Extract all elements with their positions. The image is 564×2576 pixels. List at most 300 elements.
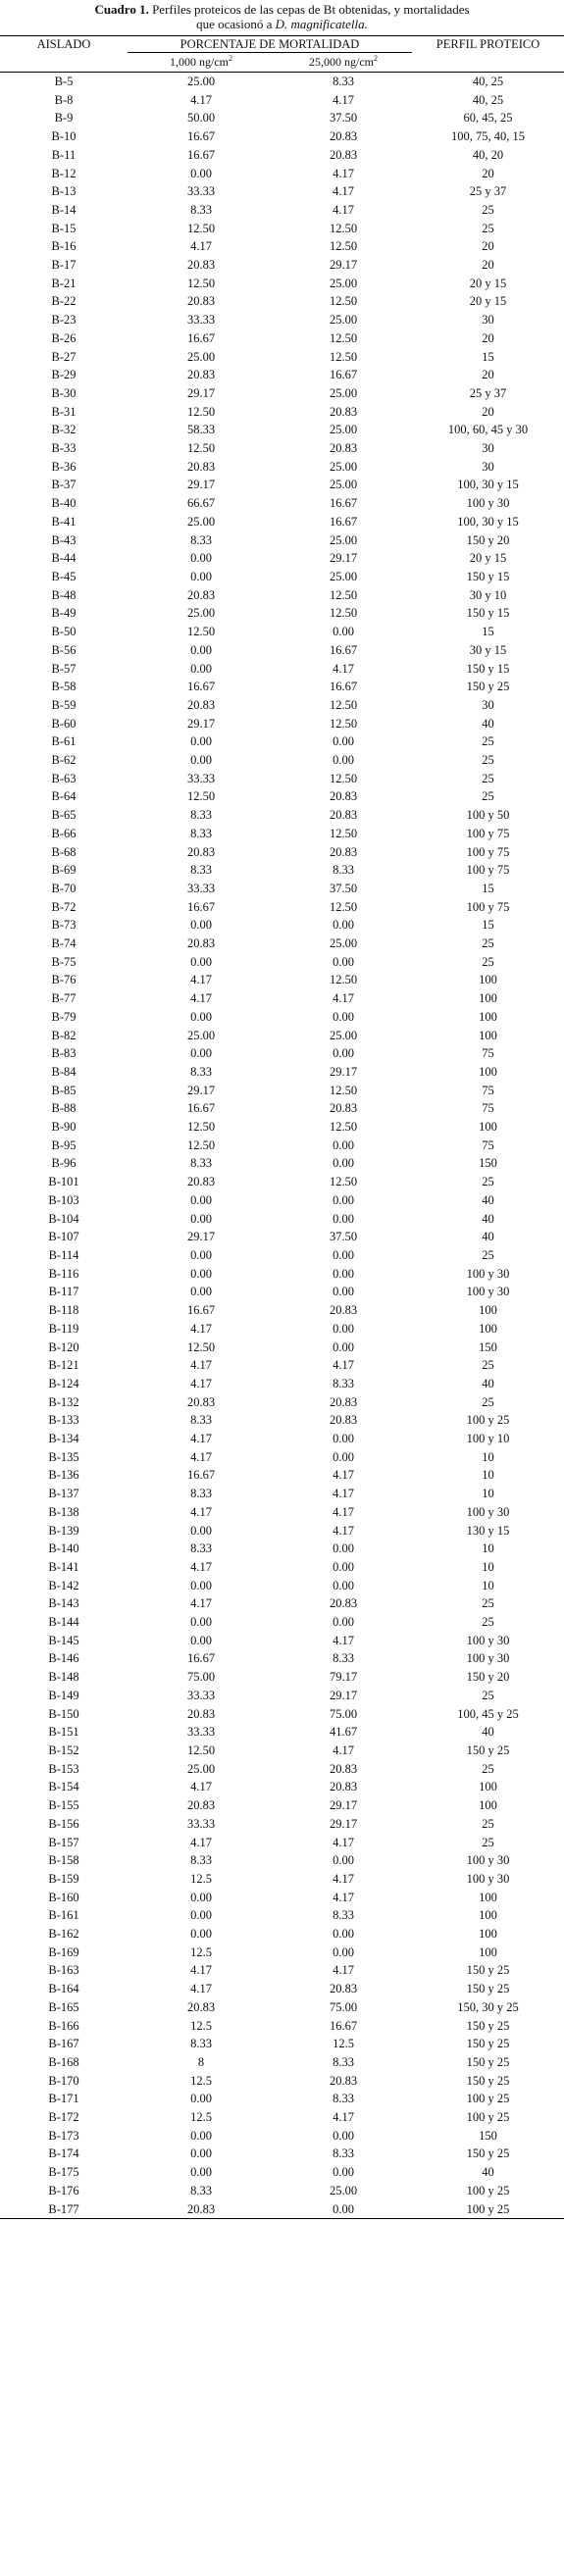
table-row: [0, 201, 564, 220]
cell-aislado: B-65: [51, 808, 77, 823]
table-row: [0, 421, 564, 439]
cell-perfil-proteico: 25: [482, 1394, 494, 1409]
cell-aislado: B-14: [51, 202, 77, 217]
cell-mortality-25000: 16.67: [329, 496, 358, 511]
cell-aislado: B-167: [48, 2037, 79, 2051]
cell-perfil-proteico: 100: [479, 973, 497, 987]
cell-mortality-1000: 20.83: [186, 368, 216, 382]
cell-mortality-1000: 0.00: [190, 1908, 212, 1923]
cell-mortality-1000: 8.33: [190, 1156, 212, 1171]
cell-perfil-proteico: 100 y 30: [466, 1871, 510, 1886]
cell-aislado: B-171: [48, 2092, 79, 2106]
cell-mortality-1000: 20.83: [186, 587, 216, 602]
cell-perfil-proteico: 30 y 15: [469, 642, 507, 657]
header-porcentaje-mortalidad: PORCENTAJE DE MORTALIDAD: [128, 36, 412, 53]
cell-mortality-25000: 20.83: [329, 1761, 358, 1776]
cell-mortality-25000: 0.00: [333, 1137, 354, 1152]
cell-mortality-25000: 12.50: [329, 294, 358, 309]
cell-mortality-25000: 20.83: [329, 404, 358, 419]
cell-perfil-proteico: 25: [482, 734, 494, 749]
table-row: [0, 787, 564, 806]
cell-aislado: B-142: [48, 1578, 79, 1592]
table-row: [0, 292, 564, 311]
cell-perfil-proteico: 15: [482, 349, 494, 364]
cell-mortality-1000: 0.00: [190, 1890, 212, 1904]
cell-perfil-proteico: 100: [479, 991, 497, 1006]
cell-mortality-25000: 25.00: [329, 423, 358, 437]
cell-mortality-25000: 4.17: [333, 661, 354, 676]
table-row: [0, 531, 564, 550]
cell-aislado: B-32: [51, 423, 77, 437]
cell-mortality-1000: 4.17: [190, 92, 212, 107]
cell-mortality-1000: 12.50: [186, 789, 216, 804]
cell-perfil-proteico: 100: [479, 1064, 497, 1079]
cell-mortality-1000: 0.00: [190, 1266, 212, 1281]
cell-mortality-25000: 0.00: [333, 734, 354, 749]
cell-aislado: B-163: [48, 1963, 79, 1978]
table-row: [0, 1558, 564, 1577]
table-row: [0, 275, 564, 293]
cell-perfil-proteico: 20: [482, 330, 494, 345]
cell-aislado: B-161: [48, 1908, 79, 1923]
cell-perfil-proteico: 25: [482, 1358, 494, 1373]
cell-perfil-proteico: 100 y 75: [466, 863, 510, 878]
cell-mortality-25000: 4.17: [333, 1468, 354, 1483]
cell-mortality-25000: 4.17: [333, 1835, 354, 1849]
cell-perfil-proteico: 150 y 15: [466, 661, 510, 676]
cell-mortality-1000: 20.83: [186, 1706, 216, 1721]
cell-perfil-proteico: 25: [482, 221, 494, 235]
cell-mortality-1000: 8.33: [190, 2037, 212, 2051]
table-row: [0, 1540, 564, 1558]
cell-mortality-1000: 4.17: [190, 1321, 212, 1336]
cell-aislado: B-159: [48, 1871, 79, 1886]
cell-mortality-25000: 8.33: [333, 2092, 354, 2106]
cell-mortality-1000: 16.67: [186, 1468, 216, 1483]
cell-mortality-25000: 0.00: [333, 1927, 354, 1942]
cell-aislado: B-153: [48, 1761, 79, 1776]
table-row: [0, 1063, 564, 1082]
cell-mortality-1000: 12.50: [186, 221, 216, 235]
table-row: [0, 1577, 564, 1595]
cell-mortality-1000: 8.33: [190, 863, 212, 878]
cell-mortality-25000: 16.67: [329, 680, 358, 694]
cell-aislado: B-95: [51, 1137, 77, 1152]
table-row: [0, 1723, 564, 1742]
table-row: [0, 586, 564, 605]
cell-mortality-25000: 29.17: [329, 551, 358, 566]
cell-perfil-proteico: 100 y 10: [466, 1432, 510, 1446]
table-row: [0, 1265, 564, 1284]
cell-mortality-25000: 20.83: [329, 129, 358, 144]
cell-perfil-proteico: 40: [482, 1192, 494, 1207]
cell-perfil-proteico: 25 y 37: [469, 385, 507, 400]
cell-mortality-1000: 8.33: [190, 532, 212, 547]
cell-aislado: B-90: [51, 1120, 77, 1135]
cell-mortality-25000: 20.83: [329, 1596, 358, 1611]
table-row: [0, 1961, 564, 1980]
table-row: [0, 2163, 564, 2182]
table-row: [0, 898, 564, 917]
cell-mortality-25000: 12.50: [329, 221, 358, 235]
table-row: [0, 182, 564, 201]
table-row: [0, 1998, 564, 2017]
cell-mortality-1000: 12.50: [186, 1137, 216, 1152]
cell-perfil-proteico: 100 y 25: [466, 2092, 510, 2106]
cell-mortality-25000: 12.50: [329, 973, 358, 987]
cell-mortality-25000: 79.17: [329, 1670, 358, 1685]
cell-perfil-proteico: 30 y 10: [469, 587, 507, 602]
cell-mortality-1000: 16.67: [186, 147, 216, 162]
cell-mortality-1000: 0.00: [190, 753, 212, 768]
table-row: [0, 1301, 564, 1320]
cell-perfil-proteico: 100 y 30: [466, 1853, 510, 1868]
table-row: [0, 1228, 564, 1246]
cell-aislado: B-30: [51, 385, 77, 400]
cell-mortality-25000: 12.50: [329, 899, 358, 914]
cell-mortality-1000: 29.17: [186, 1230, 216, 1244]
table-row: [0, 348, 564, 367]
cell-mortality-1000: 0.00: [190, 1615, 212, 1630]
cell-perfil-proteico: 100: [479, 1798, 497, 1813]
cell-mortality-1000: 12.5: [190, 2073, 212, 2088]
cell-mortality-25000: 0.00: [333, 1248, 354, 1262]
cell-perfil-proteico: 75: [482, 1083, 494, 1097]
table-row: [0, 1851, 564, 1870]
cell-aislado: B-41: [51, 514, 77, 529]
cell-mortality-25000: 20.83: [329, 1982, 358, 1996]
cell-perfil-proteico: 100 y 30: [466, 1633, 510, 1647]
table-row: [0, 568, 564, 586]
table-row: [0, 476, 564, 494]
cell-mortality-25000: 4.17: [333, 1487, 354, 1501]
table-row: [0, 458, 564, 477]
cell-aislado: B-174: [48, 2147, 79, 2161]
cell-aislado: B-140: [48, 1541, 79, 1556]
cell-perfil-proteico: 100: [479, 1303, 497, 1318]
cell-mortality-1000: 20.83: [128, 2200, 275, 2219]
cell-mortality-1000: 8.33: [190, 1487, 212, 1501]
cell-perfil-proteico: 150: [479, 1156, 497, 1171]
cell-mortality-25000: 4.17: [333, 1871, 354, 1886]
cell-aislado: B-176: [48, 2183, 79, 2197]
cell-mortality-1000: 0.00: [190, 2147, 212, 2161]
cell-mortality-1000: 33.33: [186, 1816, 216, 1831]
cell-aislado: B-117: [48, 1285, 79, 1299]
cell-aislado: B-119: [48, 1321, 79, 1336]
dose-1000-label: 1,000 ng/cm: [170, 55, 229, 69]
cell-mortality-1000: 33.33: [186, 1688, 216, 1702]
cell-aislado: B-137: [48, 1487, 79, 1501]
cell-mortality-25000: 0.00: [333, 1211, 354, 1226]
cell-mortality-25000: 12.50: [329, 1175, 358, 1189]
cell-perfil-proteico: 40, 20: [472, 147, 504, 162]
cell-aislado: B-158: [48, 1853, 79, 1868]
cell-mortality-25000: 0.00: [333, 1339, 354, 1354]
cell-mortality-25000: 4.17: [333, 166, 354, 180]
cell-mortality-1000: 12.50: [186, 625, 216, 639]
table-row: [0, 953, 564, 972]
cell-mortality-1000: 0.00: [190, 642, 212, 657]
cell-mortality-1000: 8.33: [190, 1541, 212, 1556]
cell-mortality-25000: 25.00: [329, 478, 358, 492]
cell-perfil-proteico: 100 y 25: [466, 2110, 510, 2125]
cell-perfil-proteico: 25 y 37: [469, 184, 507, 199]
cell-perfil-proteico: 100, 45 y 25: [457, 1706, 519, 1721]
cell-mortality-1000: 0.00: [190, 1192, 212, 1207]
cell-perfil-proteico: 100, 30 y 15: [457, 478, 519, 492]
cell-mortality-1000: 33.33: [186, 313, 216, 328]
header-aislado: AISLADO: [0, 36, 128, 73]
cell-mortality-1000: 0.00: [190, 2165, 212, 2180]
table-row: [0, 1356, 564, 1375]
cell-perfil-proteico: 100: [479, 1945, 497, 1959]
cell-aislado: B-124: [48, 1376, 79, 1390]
cell-mortality-1000: 16.67: [186, 1651, 216, 1666]
cell-mortality-25000: 0.00: [333, 1266, 354, 1281]
cell-perfil-proteico: 100: [479, 1927, 497, 1942]
table-row: [0, 1889, 564, 1907]
cell-mortality-25000: 12.50: [329, 587, 358, 602]
table-row: [0, 256, 564, 275]
cell-mortality-25000: 37.50: [329, 1230, 358, 1244]
table-row: [0, 971, 564, 989]
dose-25000-label: 25,000 ng/cm: [309, 55, 374, 69]
cell-aislado: B-48: [51, 587, 77, 602]
table-row: [0, 1430, 564, 1448]
cell-mortality-1000: 20.83: [186, 844, 216, 859]
cell-perfil-proteico: 40, 25: [472, 92, 504, 107]
table-row: [0, 1411, 564, 1430]
cell-perfil-proteico: 10: [482, 1559, 494, 1574]
cell-mortality-1000: 16.67: [186, 680, 216, 694]
cell-mortality-1000: 0.00: [190, 734, 212, 749]
cell-aislado: B-43: [51, 532, 77, 547]
cell-perfil-proteico: 10: [482, 1487, 494, 1501]
cell-mortality-25000: 20.83: [329, 1780, 358, 1794]
cell-perfil-proteico: 25: [482, 789, 494, 804]
cell-mortality-1000: 8.33: [190, 1853, 212, 1868]
cell-perfil-proteico: 25: [482, 936, 494, 951]
cell-aislado: B-88: [51, 1101, 77, 1116]
cell-mortality-1000: 4.17: [190, 1358, 212, 1373]
cell-mortality-1000: 12.5: [190, 1871, 212, 1886]
cell-mortality-25000: 0.00: [333, 1285, 354, 1299]
cell-mortality-1000: 12.50: [186, 404, 216, 419]
cell-mortality-1000: 0.00: [190, 569, 212, 583]
cell-perfil-proteico: 20: [482, 166, 494, 180]
cell-perfil-proteico: 100 y 25: [466, 2183, 510, 2197]
header-dose-25000: [275, 53, 412, 73]
cell-mortality-1000: 0.00: [190, 1285, 212, 1299]
cell-mortality-25000: 25.00: [329, 2183, 358, 2197]
cell-mortality-25000: 12.50: [329, 1083, 358, 1097]
cell-mortality-25000: 37.50: [329, 881, 358, 895]
cell-aislado: B-103: [48, 1192, 79, 1207]
table-row: [0, 770, 564, 788]
cell-mortality-1000: 16.67: [186, 1303, 216, 1318]
cell-mortality-25000: 12.50: [329, 606, 358, 621]
table-row: [0, 2200, 564, 2219]
cell-mortality-25000: 25.00: [329, 313, 358, 328]
cell-mortality-25000: 4.17: [333, 1890, 354, 1904]
cell-aislado: B-104: [48, 1211, 79, 1226]
cell-mortality-25000: 20.83: [329, 441, 358, 456]
cell-mortality-1000: 12.50: [186, 441, 216, 456]
cell-aislado: B-70: [51, 881, 77, 895]
cell-aislado: B-79: [51, 1009, 77, 1024]
cell-aislado: B-33: [51, 441, 77, 456]
table-row: [0, 146, 564, 165]
table-row: [0, 1613, 564, 1632]
cell-aislado: B-82: [51, 1028, 77, 1042]
cell-mortality-1000: 33.33: [186, 881, 216, 895]
cell-perfil-proteico: 60, 45, 25: [463, 111, 513, 126]
cell-aislado: B-143: [48, 1596, 79, 1611]
cell-aislado: B-162: [48, 1927, 79, 1942]
cell-mortality-1000: 0.00: [190, 166, 212, 180]
cell-aislado: B-166: [48, 2018, 79, 2033]
cell-aislado: B-144: [48, 1615, 79, 1630]
cell-mortality-1000: 4.17: [190, 1963, 212, 1978]
cell-mortality-25000: 37.50: [329, 111, 358, 126]
cell-mortality-1000: 16.67: [186, 1101, 216, 1116]
cell-mortality-25000: 4.17: [333, 202, 354, 217]
cell-aislado: B-114: [48, 1248, 79, 1262]
table-row: [0, 2072, 564, 2091]
cell-mortality-25000: 0.00: [333, 753, 354, 768]
cell-aislado: B-22: [51, 294, 77, 309]
cell-mortality-25000: 0.00: [333, 625, 354, 639]
cell-mortality-25000: 0.00: [333, 1449, 354, 1464]
cell-mortality-25000: 4.17: [333, 1743, 354, 1757]
cell-aislado: B-152: [48, 1743, 79, 1757]
cell-mortality-25000: 0.00: [333, 1853, 354, 1868]
cell-perfil-proteico: 20: [482, 368, 494, 382]
table-row: [0, 1027, 564, 1045]
cell-aislado: B-175: [48, 2165, 79, 2180]
dose-25000-sup: 2: [374, 54, 378, 63]
table-row: [0, 1283, 564, 1301]
cell-mortality-25000: 29.17: [329, 1064, 358, 1079]
table-row: [0, 1173, 564, 1191]
cell-aislado: B-21: [51, 276, 77, 290]
table-row: [0, 715, 564, 733]
cell-perfil-proteico: 100: [479, 1120, 497, 1135]
cell-mortality-25000: 0.00: [333, 1192, 354, 1207]
table-row: [0, 91, 564, 110]
cell-perfil-proteico: 100 y 30: [466, 1285, 510, 1299]
caption-text-line2: que ocasionó a: [196, 17, 276, 31]
cell-aislado: B-75: [51, 954, 77, 969]
cell-aislado: B-66: [51, 826, 77, 840]
cell-aislado: B-150: [48, 1706, 79, 1721]
cell-aislado: B-31: [51, 404, 77, 419]
cell-perfil-proteico: 25: [482, 1596, 494, 1611]
cell-aislado: B-62: [51, 753, 77, 768]
cell-perfil-proteico: 25: [482, 954, 494, 969]
cell-mortality-1000: 25.00: [186, 1761, 216, 1776]
table-row: [0, 311, 564, 329]
cell-mortality-25000: 8.33: [333, 75, 354, 88]
cell-perfil-proteico: 150 y 25: [466, 1982, 510, 1996]
cell-aislado: B-63: [51, 771, 77, 785]
cell-perfil-proteico: 100 y 30: [466, 496, 510, 511]
cell-mortality-25000: 4.17: [333, 1504, 354, 1519]
cell-mortality-1000: 29.17: [186, 1083, 216, 1097]
cell-mortality-25000: 16.67: [329, 368, 358, 382]
table-row: [0, 2053, 564, 2072]
cell-aislado: B-155: [48, 1798, 79, 1813]
cell-aislado: B-77: [51, 991, 77, 1006]
cell-mortality-1000: 0.00: [190, 1578, 212, 1592]
cell-mortality-25000: 0.00: [333, 1541, 354, 1556]
cell-aislado: B-37: [51, 478, 77, 492]
table-row: [0, 1448, 564, 1467]
table-row: [0, 513, 564, 531]
cell-perfil-proteico: 20: [482, 239, 494, 254]
cell-perfil-proteico: 40: [482, 2165, 494, 2180]
cell-mortality-1000: 12.5: [190, 2110, 212, 2125]
cell-aislado: B-173: [48, 2128, 79, 2143]
caption-text-line1: Perfiles proteicos de las cepas de Bt obtenidas, y mortalidades: [148, 2, 470, 17]
cell-mortality-1000: 8.33: [190, 202, 212, 217]
cell-aislado: B-85: [51, 1083, 77, 1097]
cell-mortality-1000: 20.83: [186, 1175, 216, 1189]
cell-mortality-25000: 0.00: [275, 2200, 412, 2219]
cell-perfil-proteico: 150: [479, 1339, 497, 1354]
table-row: [0, 604, 564, 623]
cell-aislado: B-141: [48, 1559, 79, 1574]
cell-mortality-1000: 0.00: [190, 954, 212, 969]
cell-mortality-1000: 0.00: [190, 2128, 212, 2143]
table-row: [0, 2017, 564, 2036]
cell-mortality-1000: 8.33: [190, 1064, 212, 1079]
cell-mortality-25000: 4.17: [333, 1358, 354, 1373]
cell-mortality-1000: 4.17: [190, 1559, 212, 1574]
cell-perfil-proteico: 150 y 25: [466, 2147, 510, 2161]
cell-perfil-proteico: 100: [479, 1009, 497, 1024]
cell-mortality-1000: 12.50: [186, 276, 216, 290]
cell-mortality-25000: 12.50: [329, 1120, 358, 1135]
cell-mortality-25000: 0.00: [333, 2128, 354, 2143]
cell-perfil-proteico: 150 y 25: [466, 2073, 510, 2088]
header-dose-1000: [128, 53, 275, 73]
cell-aislado: B-68: [51, 844, 77, 859]
cell-mortality-1000: 20.83: [186, 1394, 216, 1409]
cell-aislado: B-135: [48, 1449, 79, 1464]
cell-aislado: B-139: [48, 1523, 79, 1538]
cell-perfil-proteico: 100: [479, 1028, 497, 1042]
table-row: [0, 934, 564, 953]
table-body: [0, 73, 564, 2219]
cell-perfil-proteico: 10: [482, 1468, 494, 1483]
cell-aislado: B-16: [51, 239, 77, 254]
table-row: [0, 1136, 564, 1155]
cell-mortality-25000: 41.67: [329, 1725, 358, 1740]
cell-mortality-25000: 0.00: [333, 1432, 354, 1446]
cell-aislado: B-107: [48, 1230, 79, 1244]
cell-perfil-proteico: 150 y 25: [466, 2054, 510, 2069]
table-row: [0, 1466, 564, 1485]
table-row: [0, 1154, 564, 1173]
table-row: [0, 403, 564, 422]
cell-aislado: B-49: [51, 606, 77, 621]
cell-aislado: B-121: [48, 1358, 79, 1373]
table-row: [0, 1687, 564, 1705]
cell-aislado: B-138: [48, 1504, 79, 1519]
cell-perfil-proteico: 100: [479, 1908, 497, 1923]
